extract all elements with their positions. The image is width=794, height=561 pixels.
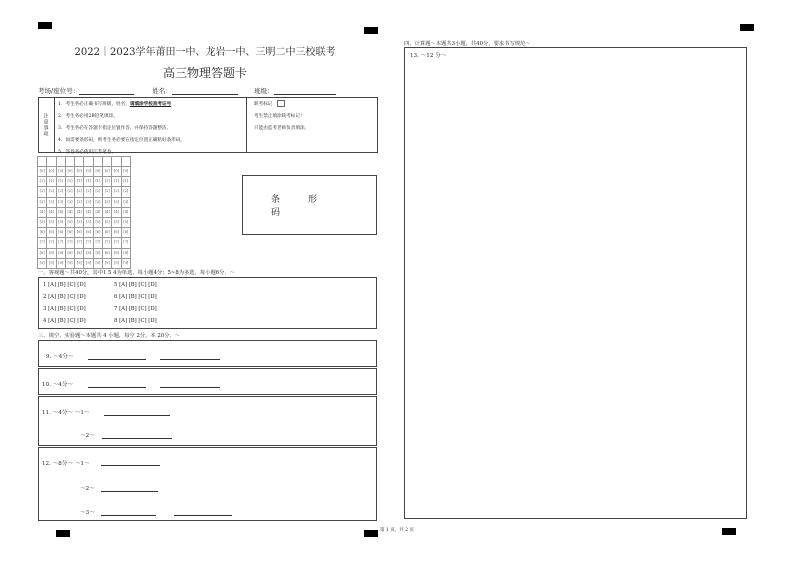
mc-question-6[interactable] (114, 294, 157, 300)
id-bubble[interactable]: [1] (56, 177, 65, 187)
id-bubble[interactable]: [1] (112, 177, 121, 187)
id-bubble[interactable]: [4] (75, 207, 84, 217)
name-label: 姓名： (152, 87, 172, 95)
id-bubble[interactable]: [3] (93, 197, 102, 207)
id-bubble[interactable]: [6] (93, 228, 102, 238)
mc-question-number: 1 (43, 282, 47, 288)
id-bubble[interactable]: [3] (112, 197, 121, 207)
absence-mark-row: 缺考标记 (254, 99, 309, 111)
id-bubble[interactable]: [8] (121, 248, 130, 258)
id-bubble[interactable]: [0] (56, 167, 65, 177)
id-bubble[interactable]: [2] (56, 187, 65, 197)
multiple-choice-box (38, 277, 377, 329)
id-bubble[interactable]: [6] (56, 228, 65, 238)
answer-blank[interactable] (101, 465, 160, 466)
id-bubble[interactable]: [9] (112, 258, 121, 268)
id-bubble[interactable]: [1] (121, 177, 130, 187)
mc-question-3[interactable] (43, 306, 86, 312)
registration-mark (364, 27, 378, 34)
id-bubble[interactable]: [2] (38, 187, 47, 197)
id-bubble[interactable]: [1] (47, 177, 56, 187)
id-bubble[interactable]: [2] (47, 187, 56, 197)
mc-options[interactable]: [A] [B] [C] [D] (48, 294, 86, 300)
id-bubble[interactable]: [7] (47, 238, 56, 248)
mc-options[interactable]: [A] [B] [C] [D] (119, 282, 157, 288)
id-bubble[interactable]: [7] (84, 238, 93, 248)
id-bubble[interactable]: [5] (84, 217, 93, 227)
id-bubble[interactable]: [6] (47, 228, 56, 238)
answer-blank[interactable] (160, 387, 220, 388)
answer-blank[interactable] (101, 491, 158, 492)
question-11-label: 11. ～4分～ ～1～ (42, 410, 90, 416)
id-bubble[interactable]: [8] (56, 248, 65, 258)
id-bubble[interactable]: [8] (65, 248, 74, 258)
id-digit-entry-cell[interactable] (84, 157, 93, 167)
mc-question-8[interactable] (114, 318, 157, 324)
mc-options[interactable]: [A] [B] [C] [D] (48, 318, 86, 324)
student-info-line (38, 86, 336, 95)
mc-options[interactable]: [A] [B] [C] [D] (48, 306, 86, 312)
id-digit-entry-cell[interactable] (38, 157, 47, 167)
mc-options[interactable]: [A] [B] [C] [D] (119, 318, 157, 324)
id-bubble[interactable]: [0] (65, 167, 74, 177)
id-bubble[interactable]: [7] (38, 238, 47, 248)
id-bubble[interactable]: [4] (112, 207, 121, 217)
id-bubble[interactable]: [8] (84, 248, 93, 258)
id-bubble[interactable]: [4] (56, 207, 65, 217)
id-bubble[interactable]: [4] (93, 207, 102, 217)
card-title: 高三物理答题卡 (162, 66, 247, 80)
id-bubble[interactable]: [9] (47, 258, 56, 268)
student-id-grid (37, 156, 131, 269)
id-bubble[interactable]: [8] (103, 248, 112, 258)
answer-blank[interactable] (174, 515, 232, 516)
id-bubble[interactable]: [0] (47, 167, 56, 177)
id-bubble[interactable]: [6] (38, 228, 47, 238)
id-bubble[interactable]: [3] (56, 197, 65, 207)
id-bubble[interactable]: [6] (103, 228, 112, 238)
mc-options[interactable]: [A] [B] [C] [D] (119, 306, 157, 312)
id-bubble[interactable]: [9] (93, 258, 102, 268)
class-field[interactable] (274, 86, 336, 95)
id-bubble[interactable]: [1] (93, 177, 102, 187)
notice-item: 3．考生务必在答题卡指定位置作答，并保持答题整洁。 (58, 126, 172, 131)
id-bubble[interactable]: [1] (75, 177, 84, 187)
id-bubble[interactable]: [1] (103, 177, 112, 187)
answer-blank[interactable] (160, 359, 220, 360)
id-bubble[interactable]: [4] (84, 207, 93, 217)
notice-item: 1．考生务必正确书写班级，姓名，请填涂学校准考证号 (58, 102, 172, 107)
id-bubble[interactable]: [5] (103, 217, 112, 227)
mc-question-5[interactable] (114, 282, 157, 288)
id-bubble[interactable]: [3] (75, 197, 84, 207)
id-bubble[interactable]: [0] (93, 167, 102, 177)
id-digit-entry-cell[interactable] (47, 157, 56, 167)
id-bubble[interactable]: [9] (75, 258, 84, 268)
class-label: 班级： (254, 87, 274, 95)
id-bubble[interactable]: [2] (75, 187, 84, 197)
id-bubble[interactable]: [7] (93, 238, 102, 248)
id-bubble[interactable]: [3] (103, 197, 112, 207)
id-bubble[interactable]: [6] (84, 228, 93, 238)
id-bubble[interactable]: [8] (38, 248, 47, 258)
id-bubble[interactable]: [0] (121, 167, 130, 177)
section3-heading: 四、计算题～本题共3小题，共40分，要求书写规范～ (404, 41, 531, 47)
id-bubble[interactable]: [0] (84, 167, 93, 177)
section2-heading: 三、填空、实验题～本题共 4 小题，每空 2分，本 20分．～ (38, 333, 181, 339)
id-bubble[interactable]: [7] (56, 238, 65, 248)
id-bubble[interactable]: [6] (65, 228, 74, 238)
id-bubble[interactable]: [2] (84, 187, 93, 197)
question-11-part2-label: ～2～ (80, 433, 95, 439)
answer-blank[interactable] (104, 415, 170, 416)
question-13-answer-area[interactable] (404, 47, 747, 519)
answer-blank[interactable] (88, 387, 146, 388)
id-bubble[interactable]: [5] (65, 217, 74, 227)
mc-options[interactable]: [A] [B] [C] [D] (48, 282, 86, 288)
notice-label: 注意事项 (38, 97, 55, 153)
absence-note: 只能由监考老师负责填涂。 (254, 126, 310, 131)
question-12-part2-label: ～2～ (80, 486, 95, 492)
mc-question-number: 6 (114, 294, 118, 300)
id-digit-entry-cell[interactable] (65, 157, 74, 167)
mc-question-7[interactable] (114, 306, 157, 312)
mc-question-2[interactable] (43, 294, 86, 300)
id-bubble[interactable]: [3] (84, 197, 93, 207)
id-bubble[interactable]: [8] (47, 248, 56, 258)
id-bubble[interactable]: [9] (65, 258, 74, 268)
id-bubble[interactable]: [0] (38, 167, 47, 177)
id-bubble[interactable]: [6] (121, 228, 130, 238)
notice-item: 4．如需要条形码，则考生务必要在指定位置正确粘好条形码。 (58, 138, 185, 143)
id-bubble[interactable]: [3] (47, 197, 56, 207)
mc-question-number: 2 (43, 294, 47, 300)
question-10-label: 10. ～4分～ (42, 382, 74, 388)
id-bubble[interactable]: [3] (38, 197, 47, 207)
absence-notes (254, 99, 309, 135)
id-bubble[interactable]: [4] (38, 207, 47, 217)
id-bubble[interactable]: [2] (93, 187, 102, 197)
registration-mark (740, 24, 754, 31)
id-bubble[interactable]: [2] (112, 187, 121, 197)
id-bubble[interactable]: [4] (47, 207, 56, 217)
id-bubble[interactable]: [4] (65, 207, 74, 217)
id-bubble[interactable]: [1] (84, 177, 93, 187)
question-12-part3-label: ～3～ (80, 510, 95, 516)
id-bubble[interactable]: [7] (75, 238, 84, 248)
barcode-area: 条形码 (242, 175, 377, 235)
id-bubble[interactable]: [5] (56, 217, 65, 227)
id-bubble[interactable]: [8] (75, 248, 84, 258)
id-bubble[interactable]: [7] (112, 238, 121, 248)
id-bubble[interactable]: [0] (75, 167, 84, 177)
id-bubble[interactable]: [4] (121, 207, 130, 217)
mc-question-number: 8 (114, 318, 118, 324)
id-bubble[interactable]: [7] (121, 238, 130, 248)
id-bubble[interactable]: [1] (38, 177, 47, 187)
seat-field[interactable] (79, 86, 134, 95)
notice-item: 2．考生务必用2B铅笔填涂。 (58, 114, 118, 119)
question-9-label: 9. ～4分～ (46, 354, 74, 360)
id-bubble[interactable]: [9] (103, 258, 112, 268)
id-bubble[interactable]: [5] (75, 217, 84, 227)
mc-options[interactable]: [A] [B] [C] [D] (119, 294, 157, 300)
absence-checkbox[interactable] (277, 100, 285, 107)
question-12-label: 12. ～8分～ ～1～ (42, 461, 90, 467)
notice-item: 5．答卷务必使用江苏笔卷。 (58, 150, 117, 155)
id-bubble[interactable]: [6] (112, 228, 121, 238)
id-digit-entry-cell[interactable] (75, 157, 84, 167)
id-digit-entry-cell[interactable] (93, 157, 102, 167)
mc-question-number: 4 (43, 318, 47, 324)
id-bubble[interactable]: [4] (103, 207, 112, 217)
id-bubble[interactable]: [2] (121, 187, 130, 197)
exam-title: 2022｜2023学年莆田一中、龙岩一中、三明二中三校联考 (74, 47, 336, 58)
id-bubble[interactable]: [5] (93, 217, 102, 227)
id-bubble[interactable]: [2] (103, 187, 112, 197)
answer-blank[interactable] (101, 515, 156, 516)
id-bubble[interactable]: [1] (65, 177, 74, 187)
mc-question-number: 7 (114, 306, 118, 312)
notice-emphasis: 请填涂学校准考证号 (129, 102, 172, 107)
id-bubble[interactable]: [5] (121, 217, 130, 227)
mc-question-4[interactable] (43, 318, 86, 324)
id-bubble[interactable]: [5] (38, 217, 47, 227)
id-bubble[interactable]: [6] (75, 228, 84, 238)
mc-question-number: 5 (114, 282, 118, 288)
id-bubble[interactable]: [3] (121, 197, 130, 207)
id-bubble[interactable]: [5] (112, 217, 121, 227)
question-9-box (38, 340, 377, 367)
mc-question-1[interactable] (43, 282, 86, 288)
id-bubble[interactable]: [3] (65, 197, 74, 207)
mc-question-number: 3 (43, 306, 47, 312)
id-bubble[interactable]: [9] (121, 258, 130, 268)
question-13-label: 13. ～12 分～ (410, 53, 447, 59)
id-bubble[interactable]: [9] (84, 258, 93, 268)
registration-mark (38, 22, 52, 29)
notice-list (58, 99, 248, 159)
section1-heading: 一、客观题～共40分，其中1 5 4为单选，每小题4分；5~8为多选，每小题6分．～ (38, 270, 236, 276)
id-bubble[interactable]: [0] (103, 167, 112, 177)
id-bubble[interactable]: [7] (103, 238, 112, 248)
id-bubble[interactable]: [9] (38, 258, 47, 268)
seat-label: 考场/座位号： (38, 87, 80, 95)
id-bubble[interactable]: [8] (112, 248, 121, 258)
id-digit-entry-cell[interactable] (121, 157, 130, 167)
id-bubble[interactable]: [2] (65, 187, 74, 197)
id-digit-entry-cell[interactable] (56, 157, 65, 167)
page-footer: 第 1 页，共 2 页 (380, 528, 414, 533)
name-field[interactable] (172, 86, 238, 95)
id-bubble[interactable]: [5] (47, 217, 56, 227)
id-bubble[interactable]: [0] (112, 167, 121, 177)
id-digit-entry-cell[interactable] (112, 157, 121, 167)
id-digit-entry-cell[interactable] (103, 157, 112, 167)
answer-blank[interactable] (88, 359, 146, 360)
absence-note: 考生禁止填涂缺考标记！ (254, 114, 305, 119)
id-bubble[interactable]: [7] (65, 238, 74, 248)
id-bubble[interactable]: [8] (93, 248, 102, 258)
question-10-box (38, 368, 377, 395)
answer-blank[interactable] (102, 438, 172, 439)
id-bubble[interactable]: [9] (56, 258, 65, 268)
